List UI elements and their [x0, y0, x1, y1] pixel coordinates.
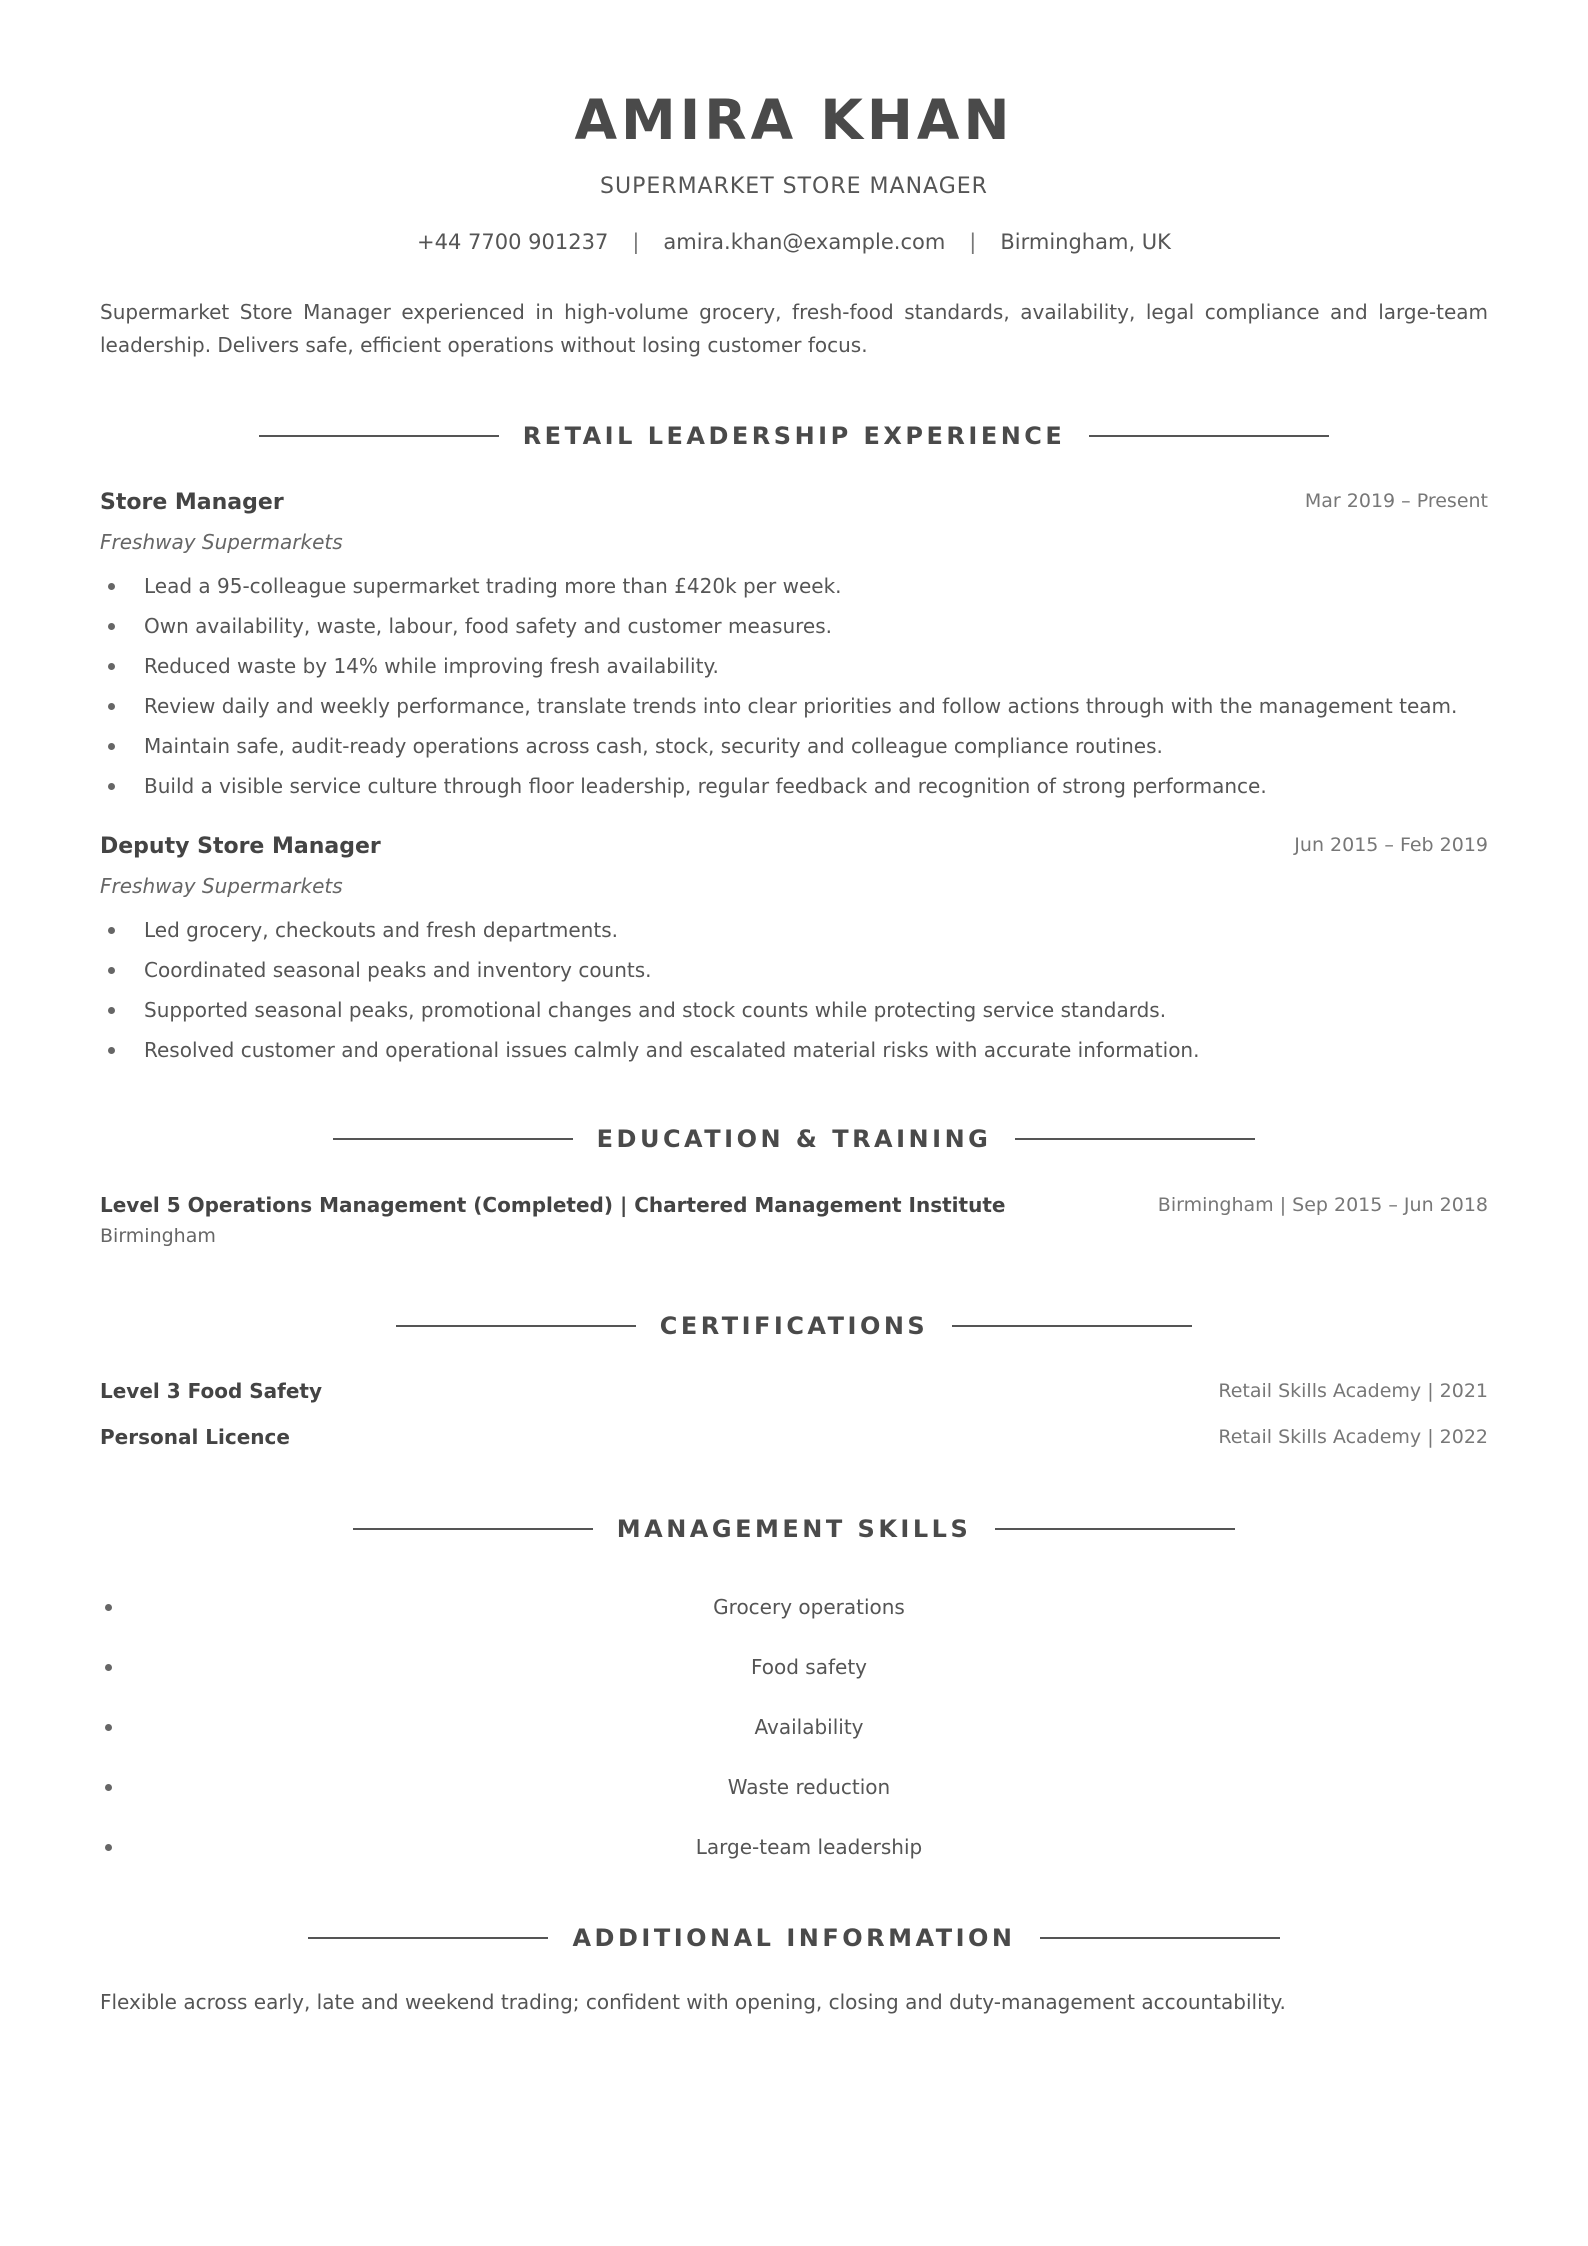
company-name: Freshway Supermarkets	[100, 874, 343, 898]
list-item: Food safety	[100, 1647, 1488, 1707]
company-name: Freshway Supermarkets	[100, 530, 343, 554]
heading-rule	[1040, 1937, 1280, 1939]
bullet-dot	[108, 583, 115, 590]
candidate-role: SUPERMARKET STORE MANAGER	[600, 174, 988, 199]
list-item: Supported seasonal peaks, promotional changes and stock counts while protecting service standards.	[100, 990, 1488, 1030]
bullet-dot	[105, 1664, 112, 1671]
education-meta: Birmingham | Sep 2015 – Jun 2018	[1157, 1194, 1488, 1216]
section-title: MANAGEMENT SKILLS	[616, 1515, 972, 1543]
bullet-dot	[108, 967, 115, 974]
candidate-name: AMIRA KHAN	[574, 88, 1014, 152]
education-title: Level 5 Operations Management (Completed) | Chartered Management Institute	[100, 1193, 1006, 1217]
job-bullets	[100, 566, 1488, 806]
heading-rule	[995, 1528, 1235, 1530]
list-item: Coordinated seasonal peaks and inventory counts.	[100, 950, 1488, 990]
list-item: Own availability, waste, labour, food safety and customer measures.	[100, 606, 1488, 646]
heading-rule	[353, 1528, 593, 1530]
professional-summary: Supermarket Store Manager experienced in high-volume grocery, fresh-food standards, availability, legal compliance and large-team leadership. Delivers safe, efficient operations without losing customer focus.	[100, 300, 1488, 357]
bullet-dot	[108, 743, 115, 750]
section-title: CERTIFICATIONS	[659, 1312, 929, 1340]
bullet-dot	[108, 703, 115, 710]
heading-rule	[259, 435, 499, 437]
phone-number: +44 7700 901237	[417, 230, 609, 254]
job-bullets	[100, 910, 1488, 1070]
heading-rule	[1089, 435, 1329, 437]
contact-line	[0, 227, 1588, 257]
certification-name: Personal Licence	[100, 1425, 290, 1449]
list-item: Led grocery, checkouts and fresh departments.	[100, 910, 1488, 950]
section-title: RETAIL LEADERSHIP EXPERIENCE	[522, 422, 1066, 450]
certification-meta: Retail Skills Academy | 2022	[1218, 1426, 1488, 1448]
list-item: Maintain safe, audit-ready operations across cash, stock, security and colleague compliance routines.	[100, 726, 1488, 766]
heading-rule	[396, 1325, 636, 1327]
section-heading-education	[0, 1122, 1588, 1156]
bullet-dot	[108, 623, 115, 630]
list-item: Review daily and weekly performance, translate trends into clear priorities and follow actions through with the management team.	[100, 686, 1488, 726]
list-item: Lead a 95-colleague supermarket trading more than £420k per week.	[100, 566, 1488, 606]
bullet-dot	[105, 1844, 112, 1851]
list-item: Reduced waste by 14% while improving fresh availability.	[100, 646, 1488, 686]
job-title: Deputy Store Manager	[100, 834, 381, 859]
heading-rule	[1015, 1138, 1255, 1140]
list-item: Availability	[100, 1707, 1488, 1767]
job-title: Store Manager	[100, 490, 284, 515]
section-heading-additional	[0, 1921, 1588, 1955]
section-title: EDUCATION & TRAINING	[596, 1125, 992, 1153]
section-heading-skills	[0, 1512, 1588, 1546]
bullet-dot	[105, 1724, 112, 1731]
list-item: Build a visible service culture through floor leadership, regular feedback and recognition of strong performance.	[100, 766, 1488, 806]
list-item: Resolved customer and operational issues calmly and escalated material risks with accurate information.	[100, 1030, 1488, 1070]
job-dates: Mar 2019 – Present	[1304, 490, 1488, 512]
heading-rule	[308, 1937, 548, 1939]
bullet-dot	[105, 1604, 112, 1611]
certification-meta: Retail Skills Academy | 2021	[1218, 1380, 1488, 1402]
job-dates: Jun 2015 – Feb 2019	[1294, 834, 1488, 856]
section-title: ADDITIONAL INFORMATION	[572, 1924, 1016, 1952]
bullet-dot	[108, 663, 115, 670]
bullet-dot	[108, 927, 115, 934]
skills-list	[100, 1587, 1488, 1887]
additional-information: Flexible across early, late and weekend trading; confident with opening, closing and duty-management accountability.	[100, 1990, 1286, 2014]
heading-rule	[952, 1325, 1192, 1327]
certification-name: Level 3 Food Safety	[100, 1379, 322, 1403]
location: Birmingham, UK	[1000, 230, 1171, 254]
section-heading-certifications	[0, 1309, 1588, 1343]
section-heading-experience	[0, 419, 1588, 453]
email-address: amira.khan@example.com	[663, 230, 946, 254]
list-item: Waste reduction	[100, 1767, 1488, 1827]
bullet-dot	[108, 1047, 115, 1054]
bullet-dot	[105, 1784, 112, 1791]
bullet-dot	[108, 783, 115, 790]
contact-separator: |	[632, 230, 640, 254]
list-item: Large-team leadership	[100, 1827, 1488, 1887]
list-item: Grocery operations	[100, 1587, 1488, 1647]
education-location: Birmingham	[100, 1225, 216, 1247]
contact-separator: |	[969, 230, 977, 254]
bullet-dot	[108, 1007, 115, 1014]
heading-rule	[333, 1138, 573, 1140]
